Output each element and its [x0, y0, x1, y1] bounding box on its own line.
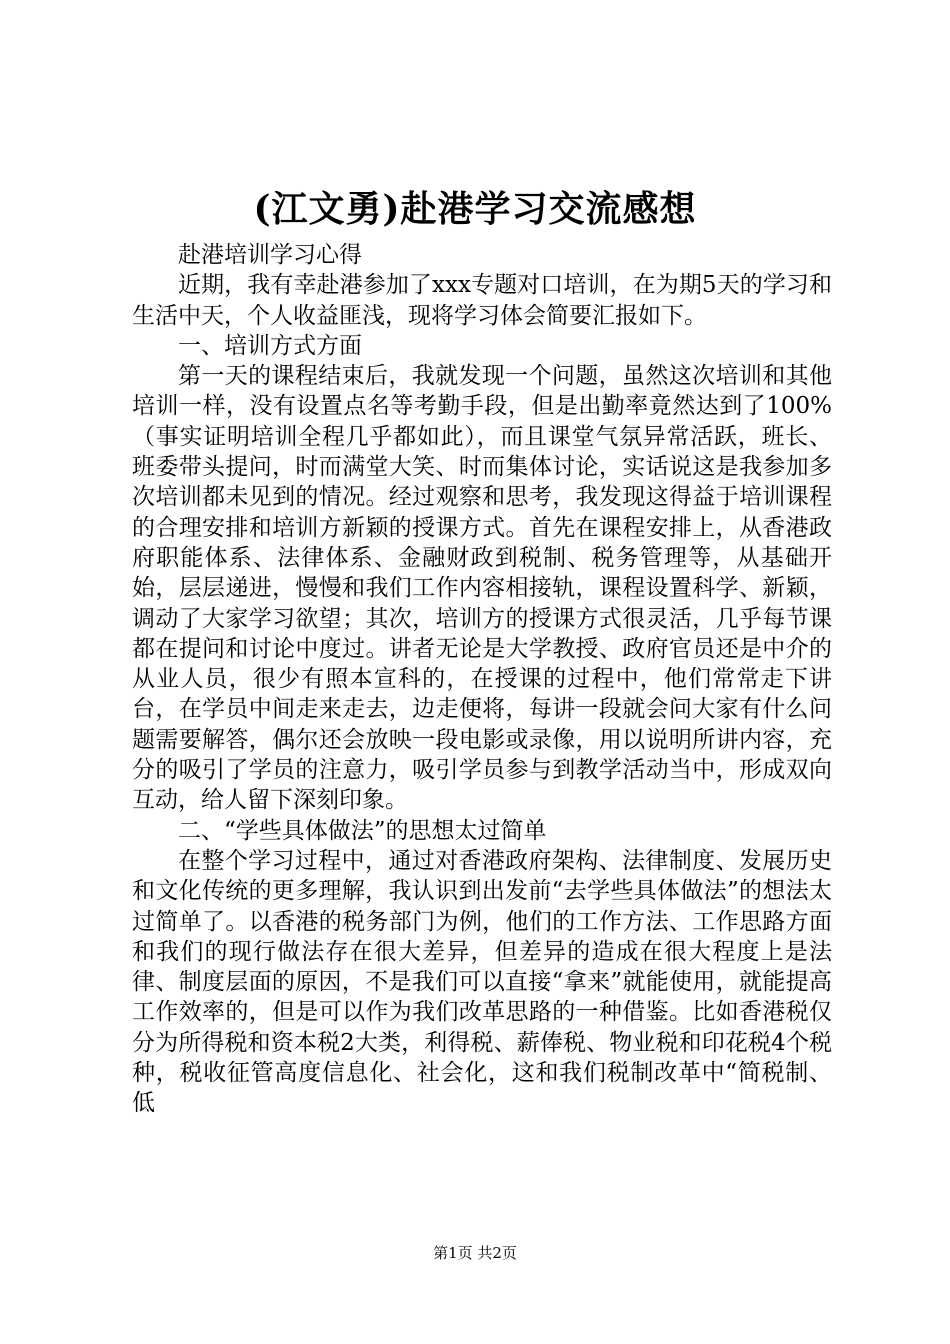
- page-footer: 第1页 共2页: [433, 1244, 517, 1262]
- document-title: (江文勇)赴港学习交流感想: [253, 188, 697, 230]
- paragraph-subtitle: 赴港培训学习心得: [178, 242, 362, 268]
- section-heading-1: 一、培训方式方面: [178, 332, 362, 359]
- document-body: [132, 240, 832, 1119]
- paragraph-intro: 近期，我有幸赴港参加了xxx专题对口培训，在为期5天的学习和生活中天，个人收益匪浅，现将学习体会简要汇报如下。: [132, 272, 832, 329]
- paragraph-section-2: 在整个学习过程中，通过对香港政府架构、法律制度、发展历史和文化传统的更多理解，我认识到出发前“去学些具体做法”的想法太过简单了。以香港的税务部门为例，他们的工作方法、工作思路方面和我们的现行做法存在很大差异，但差异的造成在很大程度上是法律、制度层面的原因，不是我们可以直接“拿来”就能使用，就能提高工作效率的，但是可以作为我们改革思路的一种借鉴。比如香港税仅分为所得税和资本税2大类，利得税、薪俸税、物业税和印花税4个税种，税收征管高度信息化、社会化，这和我们税制改革中“简税制、低: [132, 847, 832, 1117]
- section-heading-2: 二、“学些具体做法”的思想太过简单: [178, 817, 547, 844]
- paragraph-section-1: 第一天的课程结束后，我就发现一个问题，虽然这次培训和其他培训一样，没有设置点名等考勤手段，但是出勤率竟然达到了100%（事实证明培训全程几乎都如此），而且课堂气氛异常活跃，班长、班委带头提问，时而满堂大笑、时而集体讨论，实话说这是我参加多次培训都未见到的情况。经过观察和思考，我发现这得益于培训课程的合理安排和培训方新颖的授课方式。首先在课程安排上，从香港政府职能体系、法律体系、金融财政到税制、税务管理等，从基础开始，层层递进，慢慢和我们工作内容相接轨，课程设置科学、新颖，调动了大家学习欲望；其次，培训方的授课方式很灵活，几乎每节课都在提问和讨论中度过。讲者无论是大学教授、政府官员还是中介的从业人员，很少有照本宣科的，在授课的过程中，他们常常走下讲台，在学员中间走来走去，边走便将，每讲一段就会问大家有什么问题需要解答，偶尔还会放映一段电影或录像，用以说明所讲内容，充分的吸引了学员的注意力，吸引学员参与到教学活动当中，形成双向互动，给人留下深刻印象。: [132, 363, 832, 814]
